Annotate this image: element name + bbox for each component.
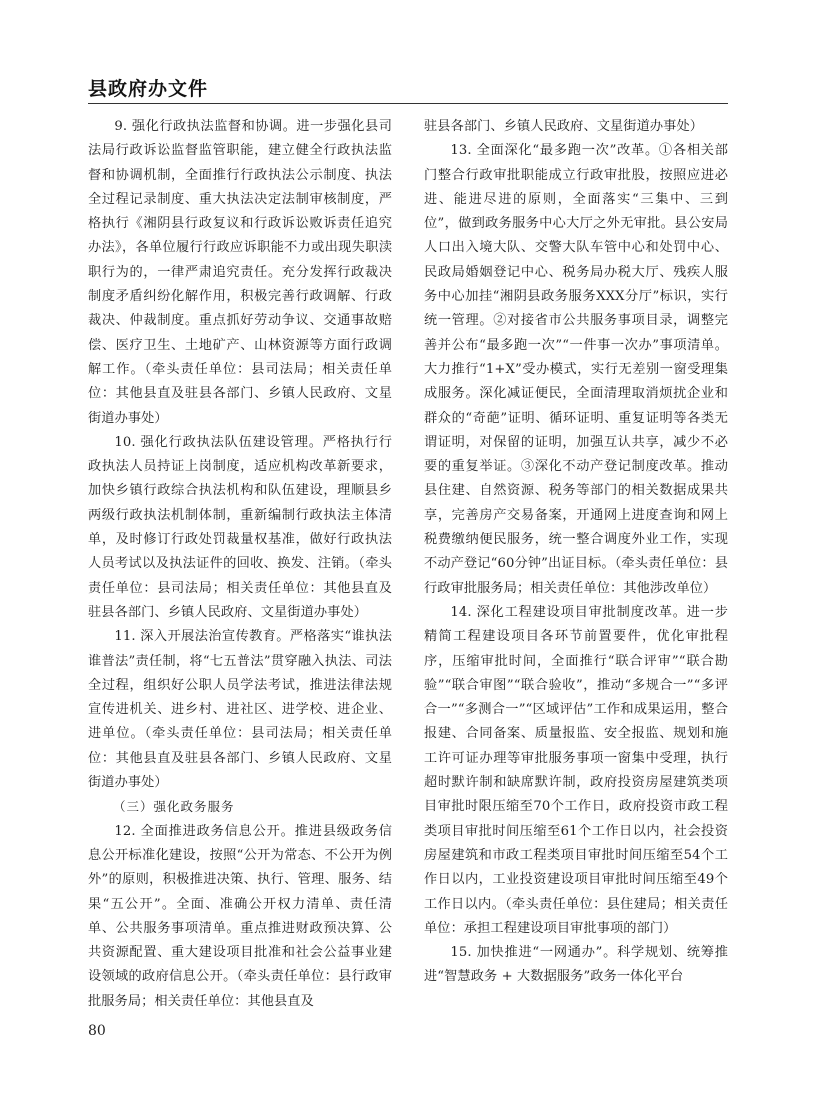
paragraph-item-11: 11. 深入开展法治宣传教育。严格落实“谁执法谁普法”责任制，将“七五普法”贯穿融入执法、司法全过程，组织好公职人员学法考试，推进法律法规宣传进机关、进乡村、进社区、进学校、进企业、进单位。（牵头责任单位：县司法局；相关责任单位：其他县直及驻县各部门、乡镇人民政府、文星街道办事处）: [88, 629, 392, 791]
left-column: [88, 115, 392, 1014]
right-column: [424, 115, 728, 990]
paragraph-item-15: 15. 加快推进“一网通办”。科学规划、统筹推进“智慧政务 + 大数据服务”政务一体化平台: [424, 945, 728, 985]
paragraph-item-13: 13. 全面深化“最多跑一次”改革。①各相关部门整合行政审批职能成立行政审批股，按照应进必进、能进尽进的原则，全面落实“三集中、三到位”，做到政务服务中心大厅之外无审批。县公安局人口出入境大队、交警大队车管中心和处罚中心、民政局婚姻登记中心、税务局办税大厅、残疾人服务中心加挂“湘阴县政务服务XXX分厅”标识，实行统一管理。②对接省市公共服务事项目录，调整完善并公布“最多跑一次”“一件事一次办”事项清单。大力推行“1+X”受办模式，实行无差别一窗受理集成服务。深化减证便民，全面清理取消烦扰企业和群众的“奇葩”证明、循环证明、重复证明等各类无谓证明，对保留的证明，加强互认共享，减少不必要的重复举证。③深化不动产登记制度改革。推动县住建、自然资源、税务等部门的相关数据成果共享，完善房产交易备案，开通网上进度查询和网上税费缴纳便民服务，统一整合调度外业工作，实现不动产登记“60分钟”出证目标。（牵头责任单位：县行政审批服务局；相关责任单位：其他涉改单位）: [424, 143, 728, 596]
section-heading-government-services: （三）强化政务服务: [113, 799, 235, 815]
paragraph-item-12: 12. 全面推进政务信息公开。推进县级政务信息公开标准化建设，按照“公开为常态、不公开为例外”的原则，积极推进决策、执行、管理、服务、结果“五公开”。全面、准确公开权力清单、责任清单、公共服务事项清单。重点推进财政预决算、公共资源配置、重大建设项目批准和社会公益事业建设领域的政府信息公开。（牵头责任单位：县行政审批服务局；相关责任单位：其他县直及: [88, 823, 392, 1009]
paragraph-item-12-continued: 驻县各部门、乡镇人民政府、文星街道办事处）: [424, 119, 704, 134]
page-number: 80: [88, 1023, 106, 1039]
paragraph-item-14: 14. 深化工程建设项目审批制度改革。进一步精简工程建设项目各环节前置要件，优化审批程序，压缩审批时间，全面推行“联合评审”“联合勘验”“联合审图”“联合验收”，推动“多规合一”“多评合一”“多测合一”“区域评估”工作和成果运用，整合报建、合同备案、质量报监、安全报监、规划和施工许可证办理等审批服务事项一窗集中受理，执行超时默许制和缺席默许制，政府投资房屋建筑类项目审批时限压缩至70个工作日，政府投资市政工程类项目审批时间压缩至61个工作日以内，社会投资房屋建筑和市政工程类项目审批时间压缩至54个工作日以内，工业投资建设项目审批时间压缩至49个工作日以内。（牵头责任单位：县住建局；相关责任单位：承担工程建设项目审批事项的部门）: [424, 604, 728, 936]
page-header-title: 县政府办文件: [88, 78, 209, 100]
paragraph-item-9: 9. 强化行政执法监督和协调。进一步强化县司法局行政诉讼监督监管职能，建立健全行政执法监督和协调机制，全面推行行政执法公示制度、执法全过程记录制度、重大执法决定法制审核制度，严格执行《湘阴县行政复议和行政诉讼败诉责任追究办法》，各单位履行行政应诉职能不力或出现失职渎职行为的，一律严肃追究责任。充分发挥行政裁决制度矛盾纠纷化解作用，积极完善行政调解、行政裁决、仲裁制度。重点抓好劳动争议、交通事故赔偿、医疗卫生、土地矿产、山林资源等方面行政调解工作。（牵头责任单位：县司法局；相关责任单位：其他县直及驻县各部门、乡镇人民政府、文星街道办事处）: [88, 119, 392, 426]
header-divider: [88, 103, 728, 104]
paragraph-item-10: 10. 强化行政执法队伍建设管理。严格执行行政执法人员持证上岗制度，适应机构改革新要求，加快乡镇行政综合执法机构和队伍建设，理顺县乡两级行政执法机制体制，重新编制行政执法主体清单，及时修订行政处罚裁量权基准，做好行政执法人员考试以及执法证件的回收、换发、注销。（牵头责任单位：县司法局；相关责任单位：其他县直及驻县各部门、乡镇人民政府、文星街道办事处）: [88, 434, 392, 620]
